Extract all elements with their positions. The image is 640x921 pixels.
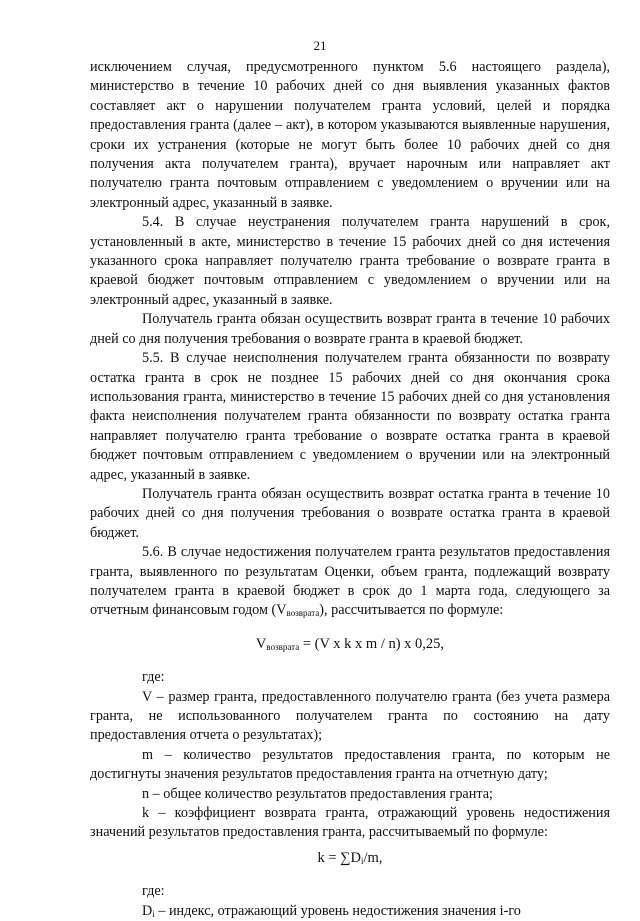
- paragraph-5-4: 5.4. В случае неустранения получателем гранта нарушений в срок, установленный в акте, министерство в течение 15 рабочих дней со дня истечения указанного срока направляет получателю гранта требование о возврате гранта в краевой бюджет почтовым отправлением с уведомлением о вручении или на электронный адрес, указанный в заявке.: [90, 214, 610, 308]
- formula-v-subscript: возврата: [266, 641, 300, 652]
- paragraph-5-5-return: Получатель гранта обязан осуществить возврат остатка гранта в течение 10 рабочих дней со дня получения требования о возврате остатка гранта в краевой бюджет.: [90, 485, 610, 541]
- definition-di-text: – индекс, отражающий уровень недостижения значения i-го: [154, 902, 521, 919]
- where-label-2: где:: [142, 883, 165, 900]
- definition-k: k – коэффициент возврата гранта, отражающий уровень недостижения значений результатов предоставления гранта, рассчитываемый по формуле:: [90, 805, 610, 841]
- paragraph-5-6: [90, 543, 610, 621]
- paragraph-5-5: 5.5. В случае неисполнения получателем гранта обязанности по возврату остатка гранта в срок не позднее 15 рабочих дней со дня окончания срока использования гранта, министерство в течение 15 рабочих дней со дня установления факта неисполнения получателем гранта обязанности по возврату остатка гранта направляет получателю гранта требование о возврате остатка гранта в краевой бюджет почтовым отправлением с уведомлением о вручении или на электронный адрес, указанный в заявке.: [90, 350, 610, 483]
- paragraph-continuation: исключением случая, предусмотренного пунктом 5.6 настоящего раздела), министерство в течение 10 рабочих дней со дня выявления указанных фактов составляет акт о нарушении получателем гранта условий, целей и порядка предоставления гранта (далее – акт), в котором указываются выявленные нарушения, сроки их устранения (которые не могут быть более 10 рабочих дней со дня получения акта получателем гранта), вручает нарочным или направляет акт получателю гранта почтовым отправлением с уведомлением о вручении или на электронный адрес, указанный в заявке.: [90, 59, 610, 211]
- paragraph-5-6-text: 5.6. В случае недостижения получателем гранта результатов предоставления гранта, выявленного по результатам Оценки, объем гранта, подлежащий возврату получателем гранта в краевой бюджет в срок до 1 марта года, следующего за отчетным финансовым годом (V: [90, 544, 610, 619]
- formula-k: [90, 849, 610, 868]
- definition-n: n – общее количество результатов предоставления гранта;: [142, 785, 493, 802]
- formula-k-left: k = ∑D: [317, 849, 362, 866]
- paragraph-5-4-return: Получатель гранта обязан осуществить возврат гранта в течение 10 рабочих дней со дня получения требования о возврате гранта в краевой бюджет.: [90, 311, 610, 347]
- paragraph-5-6-subscript: возврата: [286, 608, 320, 619]
- formula-k-right: /m,: [363, 849, 383, 866]
- document-body: [90, 58, 610, 921]
- formula-v-expression: = (V x k x m / n) x 0,25,: [299, 635, 445, 652]
- definition-di-subscript: i: [152, 908, 155, 919]
- definition-v: V – размер гранта, предоставленного получателю гранта (без учета размера гранта, не использованного получателем гранта по состоянию на дату предоставления отчета о результатах);: [90, 688, 610, 744]
- where-label-1: где:: [142, 669, 165, 686]
- paragraph-5-6-tail: ), рассчитывается по формуле:: [319, 602, 504, 619]
- formula-v-symbol: V: [255, 635, 267, 652]
- page-number: 21: [313, 38, 327, 53]
- definition-m: m – количество результатов предоставления гранта, по которым не достигнуты значения результатов предоставления гранта на отчетную дату;: [90, 746, 610, 783]
- formula-k-subscript: i: [361, 855, 364, 866]
- formula-v-return: [90, 635, 610, 654]
- definition-di-symbol: D: [142, 902, 153, 919]
